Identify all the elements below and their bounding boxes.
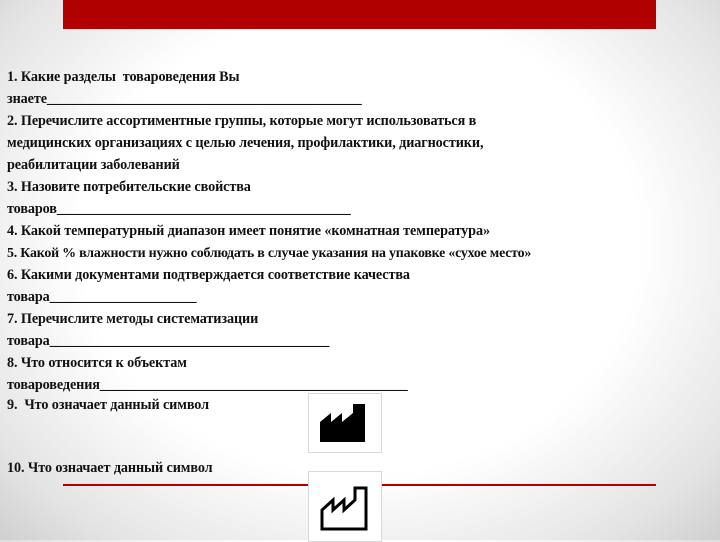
q10-line1: 10. Что означает данный символ bbox=[7, 460, 213, 476]
manufacturer-filled-icon bbox=[318, 402, 372, 444]
q3-line2: товаров__________________________________________ bbox=[7, 201, 351, 217]
q7-line2: товара________________________________________ bbox=[7, 333, 330, 349]
q2-line2: медицинских организациях с целью лечения, профилактики, диагностики, bbox=[7, 135, 484, 151]
symbol-box-outline bbox=[308, 471, 382, 542]
date-of-manufacture-outline-icon bbox=[317, 482, 373, 532]
q6-line1: 6. Какими документами подтверждается соответствие качества bbox=[7, 267, 410, 283]
q6-line2: товара_____________________ bbox=[7, 289, 197, 305]
q2-line3: реабилитации заболеваний bbox=[7, 157, 180, 173]
q8-line1: 8. Что относится к объектам bbox=[7, 355, 187, 371]
q2-line1: 2. Перечислите ассортиментные группы, которые могут использоваться в bbox=[7, 113, 477, 129]
q1-line2: знаете_____________________________________________ bbox=[7, 91, 362, 107]
q3-line1: 3. Назовите потребительские свойства bbox=[7, 179, 251, 195]
q1-line1: 1. Какие разделы товароведения Вы bbox=[7, 69, 240, 85]
top-accent-bar bbox=[63, 0, 656, 29]
q9-line1: 9. Что означает данный символ bbox=[7, 397, 209, 413]
q5-line1: 5. Какой % влажности нужно соблюдать в случае указания на упаковке «сухое место» bbox=[7, 246, 532, 261]
q7-line1: 7. Перечислите методы систематизации bbox=[7, 311, 259, 327]
q4-line1: 4. Какой температурный диапазон имеет понятие «комнатная температура» bbox=[7, 223, 490, 239]
symbol-box-filled bbox=[308, 393, 382, 453]
q8-line2: товароведения____________________________________________ bbox=[7, 377, 408, 393]
